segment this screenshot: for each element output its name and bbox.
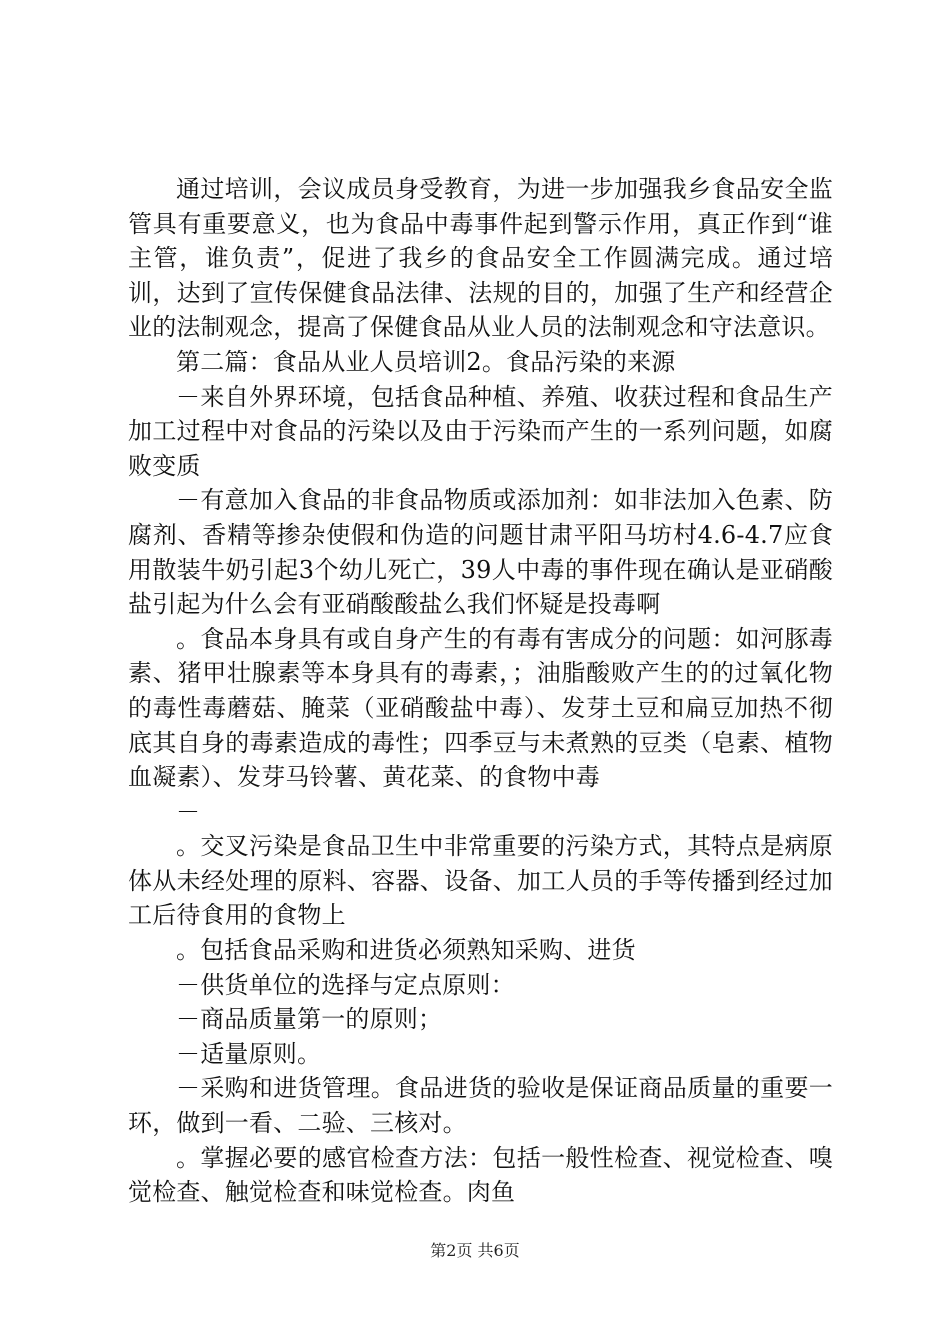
paragraph-supplier-principle: －供货单位的选择与定点原则： xyxy=(176,970,515,999)
section-heading: 第二篇：食品从业人员培训2。食品污染的来源 xyxy=(176,347,676,376)
paragraph-sensory-inspection: 。掌握必要的感官检查方法：包括一般性检查、视觉检查、嗅觉检查、触觉检查和味觉检查。肉鱼 xyxy=(128,1143,833,1207)
paragraph-training-summary: 通过培训，会议成员身受教育，为进一步加强我乡食品安全监管具有重要意义，也为食品中毒事件起到警示作用，真正作到“谁主管，谁负责”，促进了我乡的食品安全工作圆满完成。通过培训，达到了宣传保健食品法律、法规的目的，加强了生产和经营企业的法制观念，提高了保健食品从业人员的法制观念和守法意识。 xyxy=(128,175,833,342)
paragraph-additives: －有意加入食品的非食品物质或添加剂：如非法加入色素、防腐剂、香精等掺杂使假和伪造的问题甘肃平阳马坊村4.6-4.7应食用散装牛奶引起3个幼儿死亡，39人中毒的事件现在确认是亚硝酸盐引起为什么会有亚硝酸酸盐么我们怀疑是投毒啊 xyxy=(128,486,833,619)
paragraph-natural-toxins: 。食品本身具有或自身产生的有毒有害成分的问题：如河豚毒素、猪甲壮腺素等本身具有的毒素，；油脂酸败产生的的过氧化物的毒性毒蘑菇、腌菜（亚硝酸盐中毒）、发芽土豆和扁豆加热不彻底其自身的毒素造成的毒性；四季豆与未煮熟的豆类（皂素、植物血凝素）、发芽马铃薯、黄花菜、的食物中毒 xyxy=(128,624,833,792)
paragraph-purchasing: 。包括食品采购和进货必须熟知采购、进货 xyxy=(176,936,636,965)
paragraph-quality-principle: －商品质量第一的原则； xyxy=(176,1005,443,1034)
paragraph-external-environment: －来自外界环境，包括食品种植、养殖、收获过程和食品生产加工过程中对食品的污染以及由于污染而产生的一系列问题，如腐败变质 xyxy=(128,382,833,480)
paragraph-cross-contamination: 。交叉污染是食品卫生中非常重要的污染方式，其特点是病原体从未经处理的原料、容器、设备、加工人员的手等传播到经过加工后待食用的食物上 xyxy=(128,832,833,930)
paragraph-dash: － xyxy=(176,797,201,826)
paragraph-purchase-management: －采购和进货管理。食品进货的验收是保证商品质量的重要一环，做到一看、二验、三核对。 xyxy=(128,1074,833,1138)
document-body xyxy=(128,172,833,1210)
page-number-footer: 第2页 共6页 xyxy=(430,1241,520,1260)
paragraph-quantity-principle: －适量原则。 xyxy=(176,1039,322,1068)
